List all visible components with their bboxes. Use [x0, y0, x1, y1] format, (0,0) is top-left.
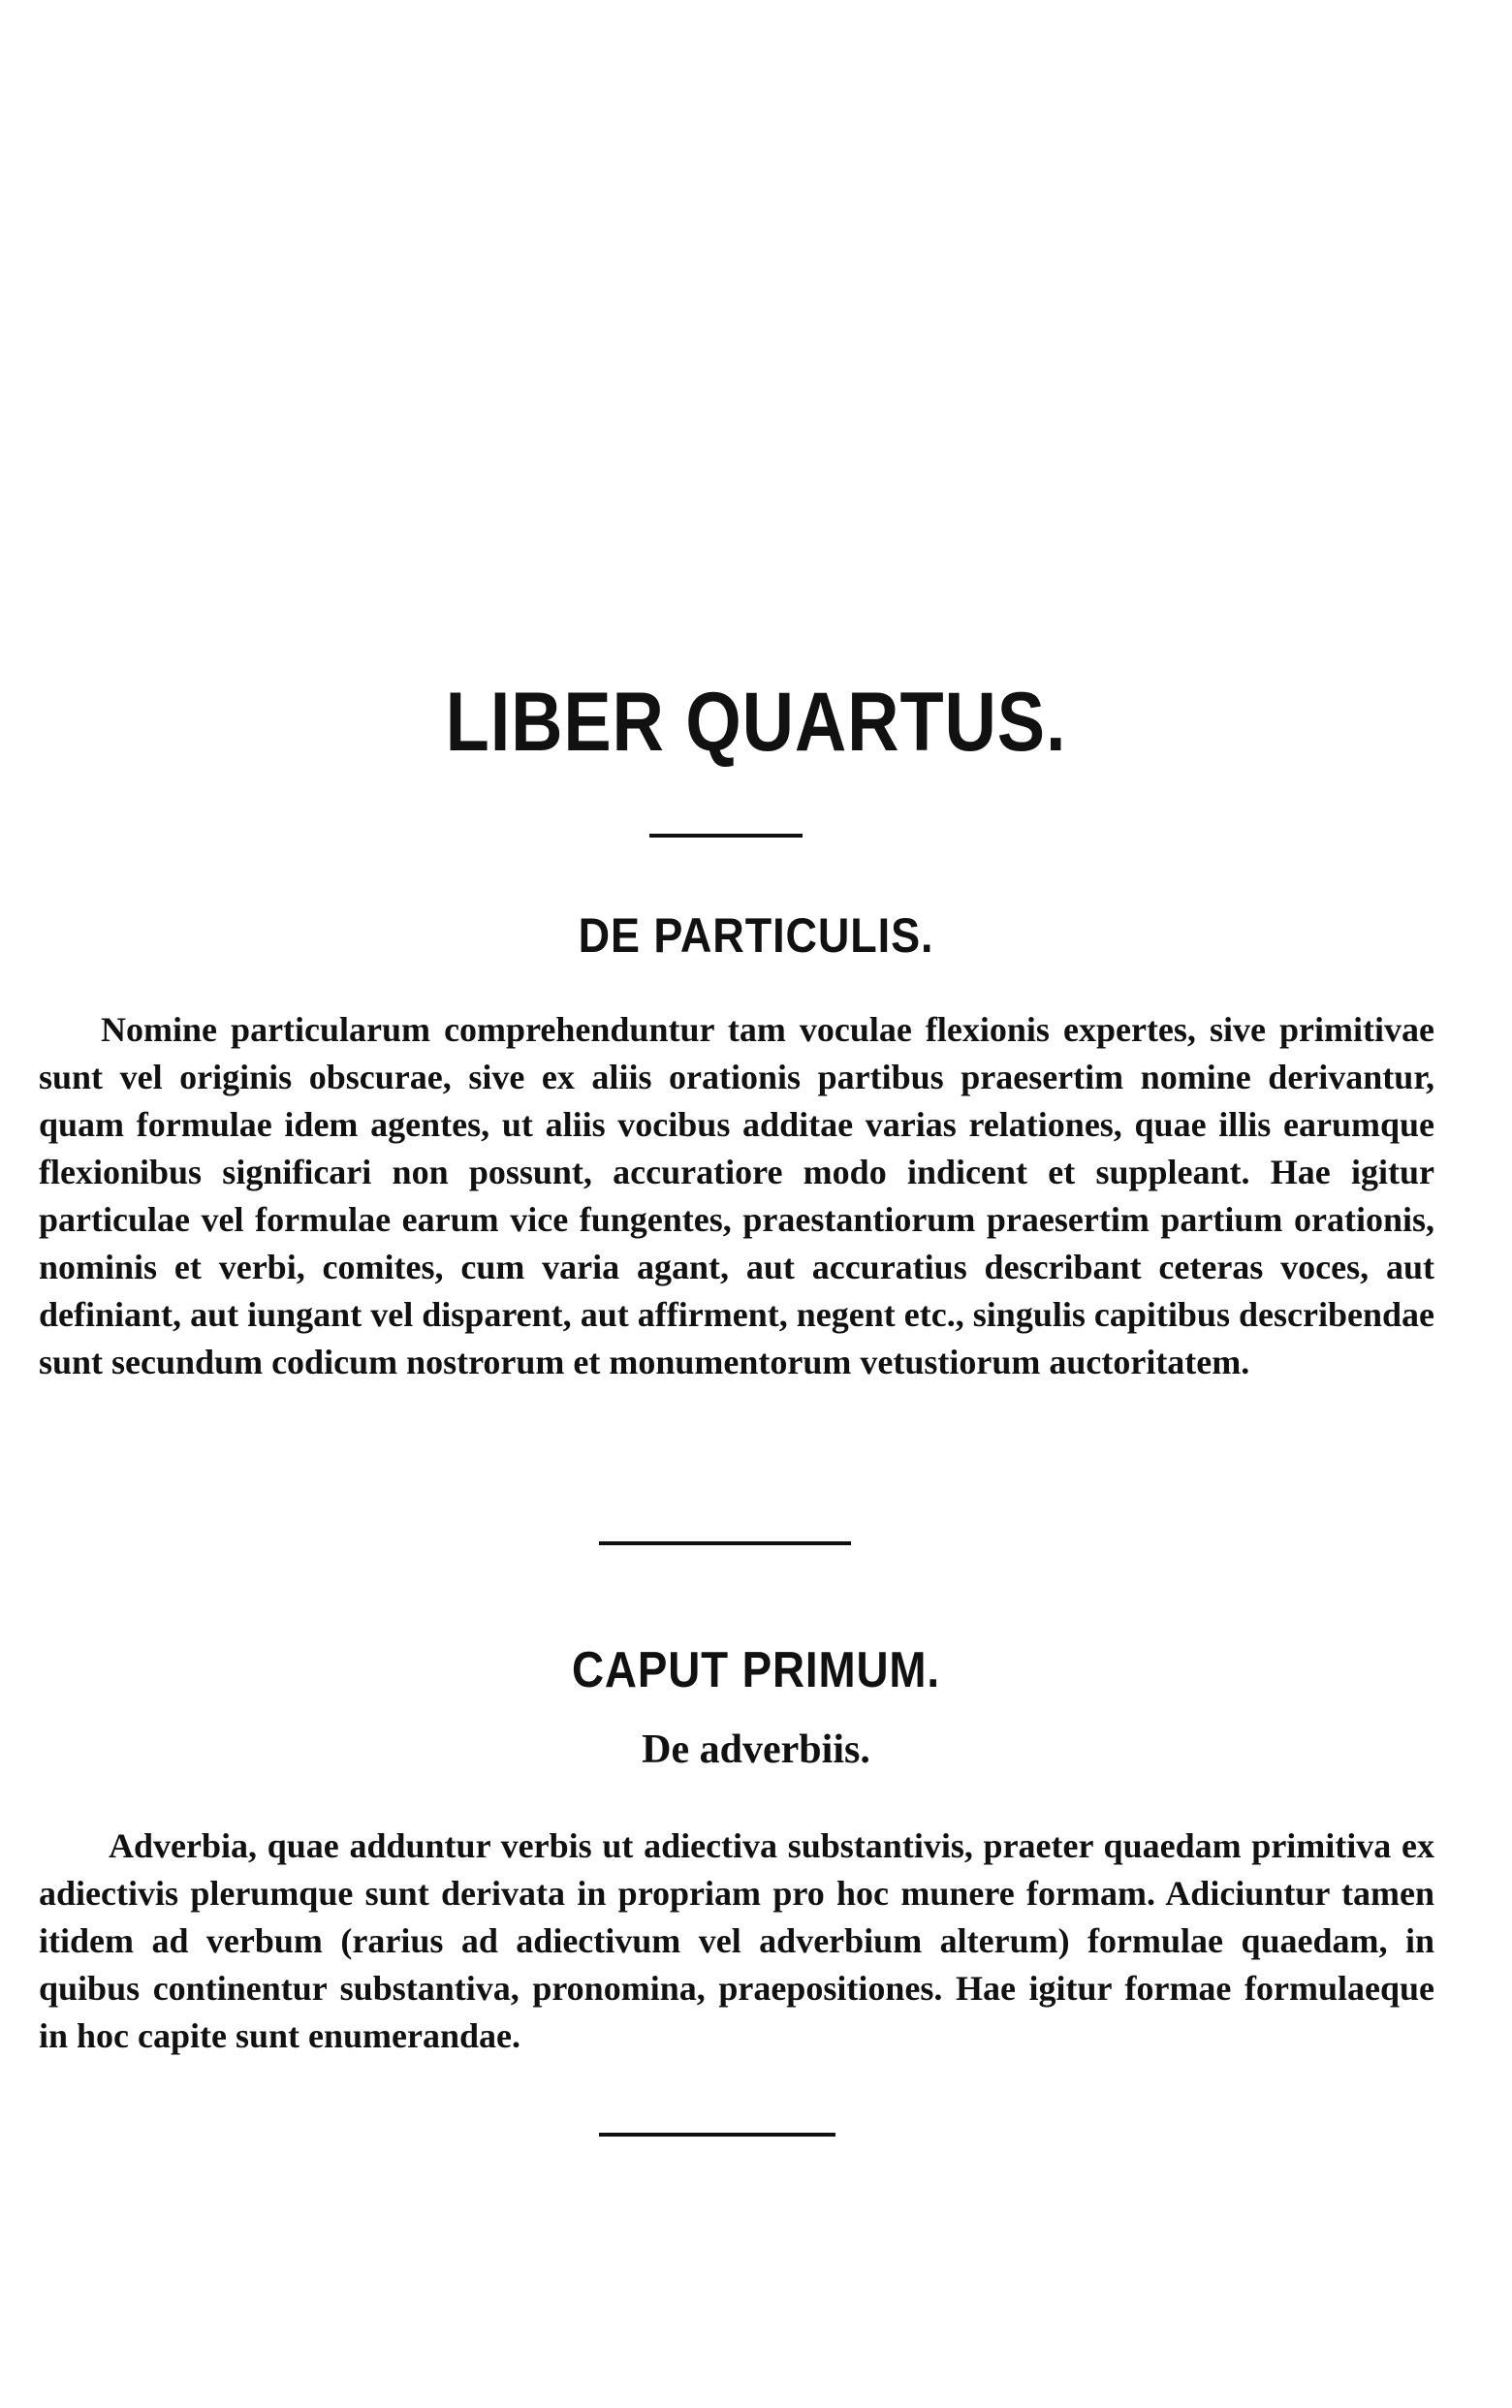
chapter-subtitle: De adverbiis. [642, 1727, 870, 1772]
chapter-paragraph-text: Adverbia, quae adduntur verbis ut adiectiva substantivis, praeter quaedam primitiva ex adiectivis plerumque sunt derivata in propriam pro hoc munere formam. Adiciuntur tamen itidem ad verbum (rarius ad adiectivum vel adverbium alterum) formulae quaedam, in quibus continentur substantiva, pronomina, praepositiones. Hae igitur formae formulaeque in hoc capite sunt enumerandae. [39, 1826, 1434, 2055]
book-title: LIBER QUARTUS. [445, 676, 1067, 769]
chapter-paragraph [39, 1822, 1434, 2060]
divider-rule-end [599, 2133, 835, 2137]
chapter-title: CAPUT PRIMUM. [571, 1642, 941, 1698]
intro-paragraph-text: Nomine particularum comprehenduntur tam voculae flexionis expertes, sive primitivae sunt vel originis obscurae, sive ex aliis orationis partibus praesertim nomine derivantur, quam formulae idem agentes, ut aliis vocibus additae varias relationes, quae illis earumque flexionibus significari non possunt, accuratiore modo indicent et suppleant. Hae igitur particulae vel formulae earum vice fungentes, praestantiorum praesertim partium orationis, nominis et verbi, comites, cum varia agant, aut accuratius describant ceteras voces, aut definiant, aut iungant vel disparent, aut affirment, negent etc., singulis capitibus describendae sunt secundum codicum nostrorum et monumentorum vetustiorum auctoritatem. [39, 1010, 1434, 1381]
divider-rule-section [599, 1541, 851, 1545]
intro-paragraph [39, 1006, 1434, 1386]
section-title: DE PARTICULIS. [578, 908, 934, 963]
divider-rule-title [649, 834, 803, 838]
